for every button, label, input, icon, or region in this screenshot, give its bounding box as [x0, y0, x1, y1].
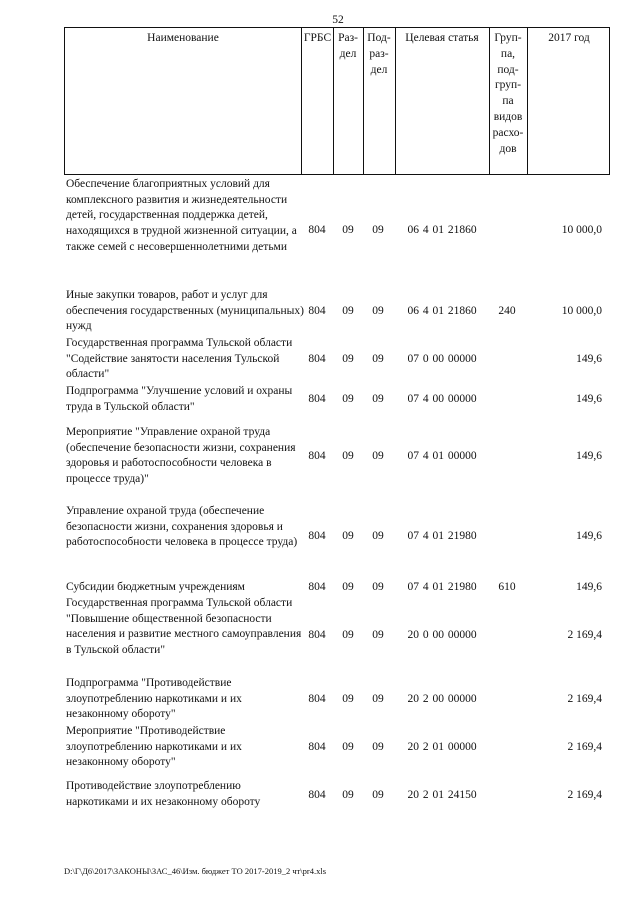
header-name: Наименование: [147, 32, 219, 44]
row-grbs: 804: [308, 789, 326, 801]
row-razdel: 09: [342, 693, 354, 705]
row-sum: 2 169,4: [567, 741, 602, 753]
table-header: [64, 27, 610, 175]
row-razdel: 09: [342, 305, 354, 317]
row-podrazdel: 09: [372, 393, 384, 405]
row-name: Подпрограмма "Противодействие злоупотреблению наркотиками и их незаконному обороту": [66, 677, 242, 721]
column-divider: [395, 28, 396, 174]
row-celevaya: 20 2 00 00000: [407, 693, 477, 705]
row-name: Государственная программа Тульской области "Содействие занятости населения Тульской области": [66, 337, 293, 381]
page-number: 52: [332, 14, 344, 26]
row-name: Противодействие злоупотреблению наркотиками и их незаконному обороту: [66, 780, 261, 808]
row-grbs: 804: [308, 393, 326, 405]
row-celevaya: 07 4 01 00000: [407, 450, 477, 462]
row-sum: 149,6: [576, 393, 602, 405]
header-gruppa: Груп- па, под- груп- па видов расхо- дов: [492, 32, 524, 155]
row-grbs: 804: [308, 629, 326, 641]
row-razdel: 09: [342, 741, 354, 753]
row-name: Мероприятие "Противодействие злоупотреблению наркотиками и их незаконному обороту": [66, 725, 242, 769]
row-celevaya: 20 2 01 24150: [407, 789, 477, 801]
header-grbs: ГРБС: [303, 32, 332, 44]
row-gruppa: 610: [498, 581, 516, 593]
row-razdel: 09: [342, 450, 354, 462]
row-celevaya: 20 0 00 00000: [407, 629, 477, 641]
row-podrazdel: 09: [372, 305, 384, 317]
row-grbs: 804: [308, 693, 326, 705]
row-name: Управление охраной труда (обеспечение безопасности жизни, сохранения здоровья и работоспособности человека в процессе труда): [66, 505, 298, 549]
row-grbs: 804: [308, 450, 326, 462]
row-razdel: 09: [342, 530, 354, 542]
row-grbs: 804: [308, 530, 326, 542]
row-razdel: 09: [342, 789, 354, 801]
row-sum: 2 169,4: [567, 789, 602, 801]
row-celevaya: 06 4 01 21860: [407, 305, 477, 317]
row-sum: 2 169,4: [567, 693, 602, 705]
row-sum: 10 000,0: [561, 224, 602, 236]
row-grbs: 804: [308, 305, 326, 317]
row-sum: 149,6: [576, 450, 602, 462]
header-year: 2017 год: [548, 32, 590, 44]
row-gruppa: 240: [498, 305, 516, 317]
row-grbs: 804: [308, 224, 326, 236]
row-podrazdel: 09: [372, 693, 384, 705]
row-podrazdel: 09: [372, 353, 384, 365]
row-name: Иные закупки товаров, работ и услуг для обеспечения государственных (муниципальных) нужд: [66, 289, 304, 333]
row-razdel: 09: [342, 393, 354, 405]
row-grbs: 804: [308, 581, 326, 593]
row-podrazdel: 09: [372, 629, 384, 641]
row-name: Субсидии бюджетным учреждениям: [66, 581, 245, 593]
row-name: Мероприятие "Управление охраной труда (обеспечение безопасности жизни, сохранения здоровья и работоспособности человека в процессе труда)": [66, 426, 296, 486]
row-celevaya: 07 4 01 21980: [407, 581, 477, 593]
row-celevaya: 07 4 00 00000: [407, 393, 477, 405]
row-celevaya: 07 4 01 21980: [407, 530, 477, 542]
row-razdel: 09: [342, 581, 354, 593]
row-grbs: 804: [308, 353, 326, 365]
row-celevaya: 06 4 01 21860: [407, 224, 477, 236]
row-grbs: 804: [308, 741, 326, 753]
row-sum: 149,6: [576, 581, 602, 593]
header-podrazdel: Под- раз- дел: [367, 32, 391, 76]
row-sum: 149,6: [576, 353, 602, 365]
row-sum: 10 000,0: [561, 305, 602, 317]
row-name: Обеспечение благоприятных условий для комплексного развития и жизнедеятельности детей, государственная поддержка детей, находящихся в трудной жизненной ситуации, а также семей с несовершеннолетними детьми: [66, 178, 297, 253]
column-divider: [527, 28, 528, 174]
row-podrazdel: 09: [372, 224, 384, 236]
row-sum: 149,6: [576, 530, 602, 542]
row-podrazdel: 09: [372, 530, 384, 542]
column-divider: [301, 28, 302, 174]
row-razdel: 09: [342, 224, 354, 236]
row-sum: 2 169,4: [567, 629, 602, 641]
row-podrazdel: 09: [372, 581, 384, 593]
row-celevaya: 20 2 01 00000: [407, 741, 477, 753]
file-path-footer: D:\Г\Д6\2017\ЗАКОНЫ\ЗАС_46\Изм. бюджет ТО 2017-2019_2 чт\pr4.xls: [64, 866, 327, 876]
row-name: Государственная программа Тульской области "Повышение общественной безопасности населения и развитие местного самоуправления в Тульской области": [66, 597, 302, 657]
row-razdel: 09: [342, 629, 354, 641]
row-podrazdel: 09: [372, 789, 384, 801]
header-razdel: Раз- дел: [338, 32, 358, 60]
row-podrazdel: 09: [372, 741, 384, 753]
row-celevaya: 07 0 00 00000: [407, 353, 477, 365]
row-name: Подпрограмма "Улучшение условий и охраны труда в Тульской области": [66, 385, 293, 413]
row-razdel: 09: [342, 353, 354, 365]
header-celevaya: Целевая статья: [405, 32, 479, 44]
row-podrazdel: 09: [372, 450, 384, 462]
